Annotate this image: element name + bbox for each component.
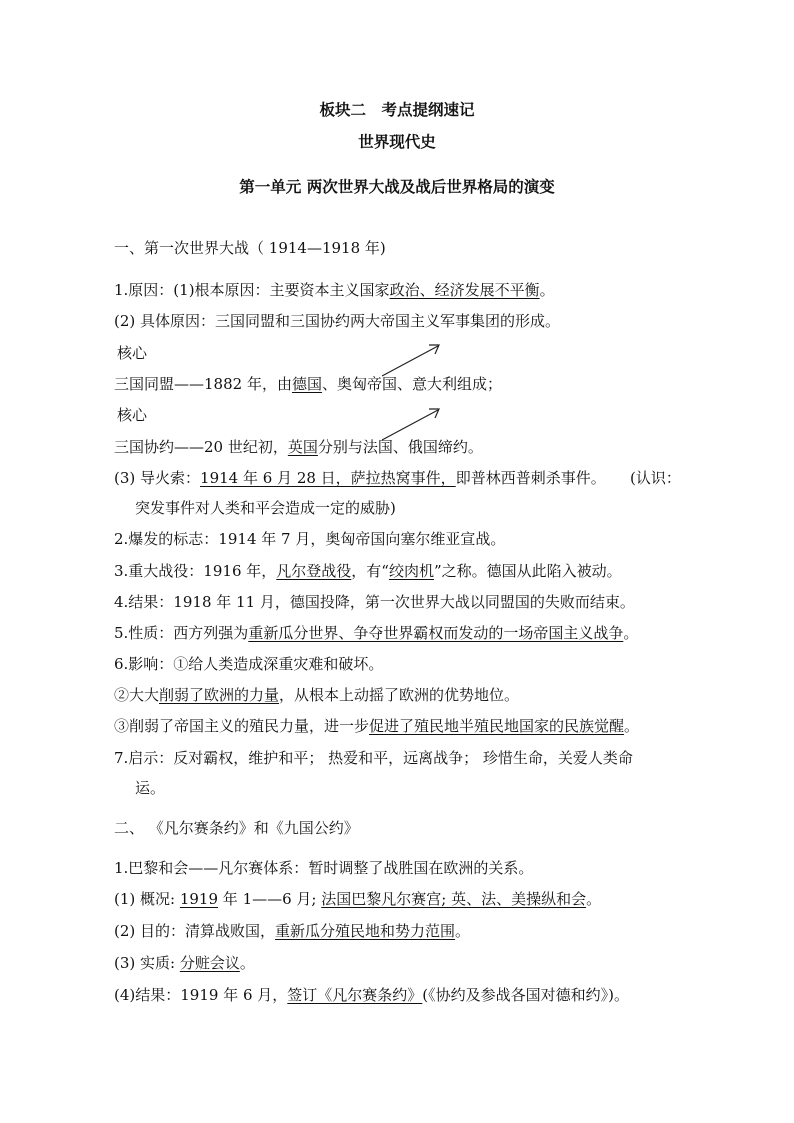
subject-title: 世界现代史 bbox=[358, 132, 436, 151]
purpose-line: (2) 目的：清算战败国，重新瓜分殖民地和势力范围。 bbox=[114, 922, 471, 940]
section-2-title: 二、 《凡尔赛条约》和《九国公约》 bbox=[114, 819, 359, 837]
lesson-line: 7.启示：反对霸权，维护和平； 热爱和平，远离战争； 珍惜生命，关爱人类命 bbox=[114, 749, 633, 767]
meat-grinder-underline: 绞肉机 bbox=[388, 562, 434, 580]
outbreak-line: 2.爆发的标志：1914 年 7 月，奥匈帝国向塞尔维亚宣战。 bbox=[114, 530, 506, 548]
purpose-key-phrase: 重新瓜分殖民地和势力范围 bbox=[275, 922, 456, 940]
entente-line: 三国协约——20 世纪初，英国分别与法国、俄国缔约。 bbox=[114, 438, 483, 456]
essence-key-phrase: 分赃会议 bbox=[179, 954, 240, 972]
unit-title: 第一单元 两次世界大战及战后世界格局的演变 bbox=[239, 177, 555, 196]
outcome-key-phrase: 签订《凡尔赛条约》 bbox=[287, 986, 423, 1004]
britain-underline: 英国 bbox=[287, 438, 318, 456]
alliance-line: 三国同盟——1882 年，由德国、奥匈帝国、意大利组成； bbox=[114, 375, 502, 393]
essence-line: (3) 实质: 分赃会议。 bbox=[114, 954, 255, 972]
cause-line: 1.原因：(1)根本原因：主要资本主义国家政治、经济发展不平衡。 bbox=[114, 281, 555, 299]
impact-2-key-phrase: 削弱了欧洲的力量 bbox=[159, 686, 280, 704]
impact-line-2: ②大大削弱了欧洲的力量，从根本上动摇了欧洲的优势地位。 bbox=[114, 686, 520, 704]
paris-line: 1.巴黎和会——凡尔赛体系：暂时调整了战胜国在欧洲的关系。 bbox=[114, 859, 534, 877]
overview-year-underline: 1919 bbox=[179, 890, 219, 908]
lesson-line-2: 运。 bbox=[135, 779, 166, 797]
battle-line: 3.重大战役：1916 年，凡尔登战役，有“绞肉机”之称。德国从此陷入被动。 bbox=[114, 562, 622, 580]
verdun-underline: 凡尔登战役 bbox=[276, 562, 352, 580]
specific-cause-line: (2) 具体原因：三国同盟和三国协约两大帝国主义军事集团的形成。 bbox=[114, 312, 561, 330]
core-label-entente: 核心 bbox=[117, 406, 148, 424]
fuse-line: (3) 导火索：1914 年 6 月 28 日，萨拉热窝事件，即普林西普刺杀事件。 bbox=[114, 469, 606, 487]
block-title: 板块二 考点提纲速记 bbox=[319, 100, 475, 119]
nature-line: 5.性质：西方列强为重新瓜分世界、争夺世界霸权而发动的一场帝国主义战争。 bbox=[114, 624, 639, 642]
section-1-title: 一、第一次世界大战（ 1914—1918 年) bbox=[114, 239, 386, 257]
impact-3-key-phrase: 促进了殖民地半殖民地国家的民族觉醒 bbox=[369, 717, 625, 735]
cause-key-phrase: 政治、经济发展不平衡 bbox=[389, 281, 540, 299]
result-line: 4.结果：1918 年 11 月，德国投降，第一次世界大战以同盟国的失败而结束。 bbox=[114, 593, 635, 611]
fuse-key-phrase: 1914 年 6 月 28 日，萨拉热窝事件， bbox=[200, 469, 456, 487]
impact-line-1: 6.影响：①给人类造成深重灾难和破坏。 bbox=[114, 655, 384, 673]
fuse-note-line: 突发事件对人类和平会造成一定的威胁) bbox=[135, 499, 396, 517]
impact-line-3: ③削弱了帝国主义的殖民力量，进一步促进了殖民地半殖民地国家的民族觉醒。 bbox=[114, 717, 640, 735]
overview-line: (1) 概况: 1919 年 1——6 月; 法国巴黎凡尔赛宫; 英、法、美操纵和会。 bbox=[114, 890, 602, 908]
overview-key-phrase: 法国巴黎凡尔赛宫; 英、法、美操纵和会 bbox=[321, 890, 587, 908]
germany-underline: 德国 bbox=[291, 375, 322, 393]
nature-key-phrase: 重新瓜分世界、争夺世界霸权而发动的一场帝国主义战争 bbox=[248, 624, 624, 642]
fuse-note-start: (认识： bbox=[630, 469, 681, 487]
outcome-line: (4)结果：1919 年 6 月，签订《凡尔赛条约》(《协约及参战各国对德和约》)。 bbox=[114, 986, 630, 1004]
core-label-alliance: 核心 bbox=[117, 344, 148, 362]
